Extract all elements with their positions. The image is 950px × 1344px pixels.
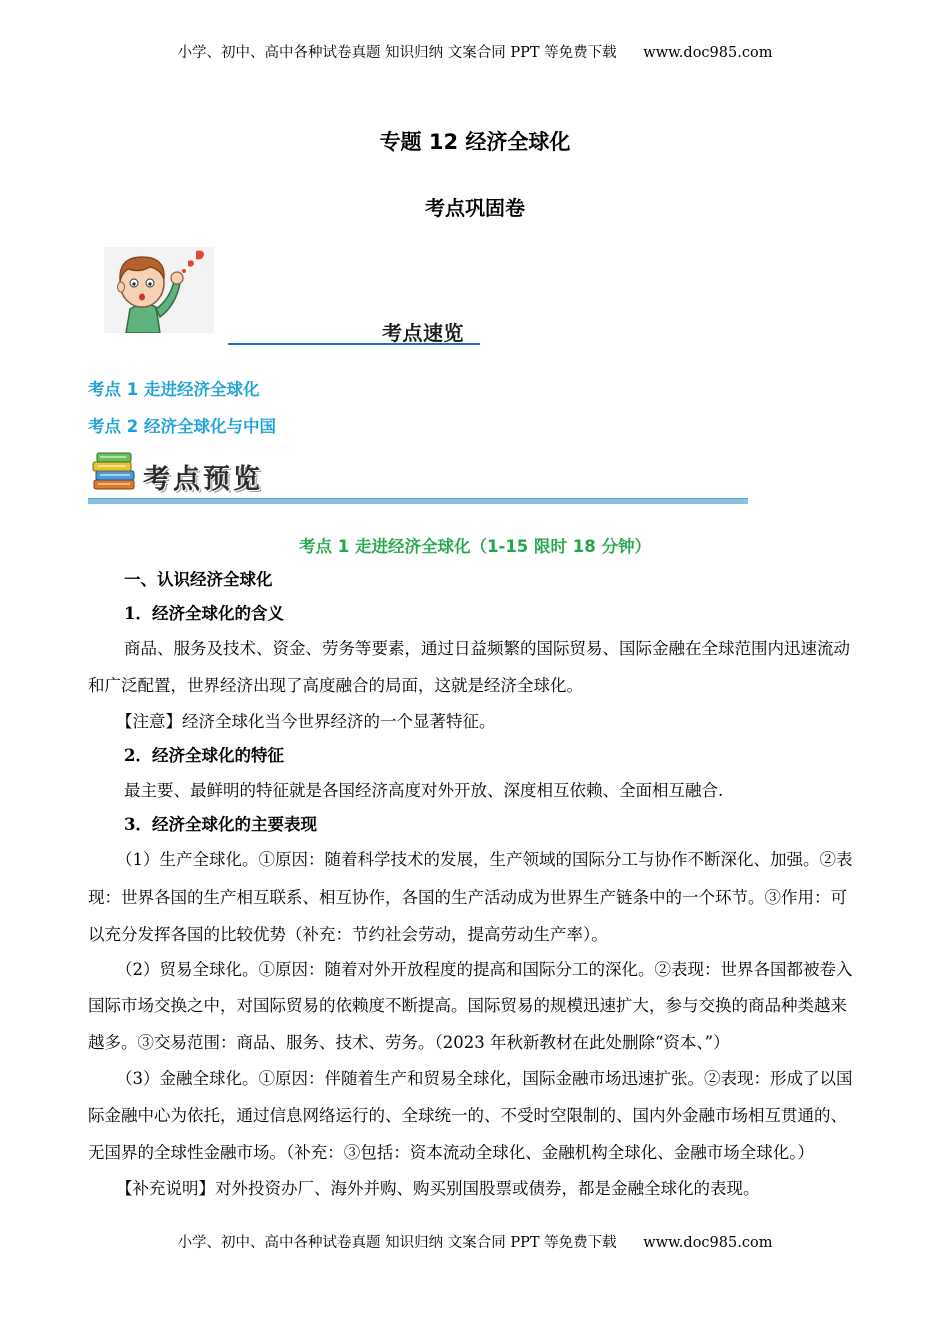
document-title: 专题 12 经济全球化 — [379, 130, 571, 154]
paragraph-line: 越多。③交易范围：商品、服务、技术、劳务。（2023 年秋新教材在此处删除“资本、”） — [88, 1033, 730, 1052]
page-header — [0, 41, 950, 62]
topic-1-link[interactable]: 考点 1 走进经济全球化 — [88, 380, 260, 399]
paragraph-line: 商品、服务及技术、资金、劳务等要素，通过日益频繁的国际贸易、国际金融在全球范围内迅速流动 — [124, 639, 850, 658]
paragraph-line: （3）金融全球化。①原因：伴随着生产和贸易全球化，国际金融市场迅速扩张。②表现：形成了以国 — [116, 1069, 853, 1088]
footer-promo-text: 小学、初中、高中各种试卷真题 知识归纳 文案合同 PPT 等免费下载 — [177, 1235, 617, 1251]
paragraph-line: 和广泛配置，世界经济出现了高度融合的局面，这就是经济全球化。 — [88, 676, 583, 695]
header-url: www.doc985.com — [643, 45, 773, 61]
paragraph-line: 现：世界各国的生产相互联系、相互协作，各国的生产活动成为世界生产链条中的一个环节。③作用：可 — [88, 888, 847, 907]
page-footer — [0, 1231, 950, 1252]
books-icon — [90, 448, 140, 492]
subheading-1: 1．经济全球化的含义 — [124, 604, 284, 623]
note-line: 【补充说明】对外投资办厂、海外并购、购买别国股票或债券，都是金融全球化的表现。 — [116, 1179, 760, 1198]
preview-banner-bar — [88, 498, 748, 504]
speed-view-heading: 考点速览 — [382, 321, 464, 345]
header-promo-text: 小学、初中、高中各种试卷真题 知识归纳 文案合同 PPT 等免费下载 — [177, 45, 617, 61]
paragraph-line: 国际市场交换之中，对国际贸易的依赖度不断提高。国际贸易的规模迅速扩大，参与交换的商品种类越来 — [88, 996, 847, 1015]
paragraph-line: 际金融中心为依托，通过信息网络运行的、全球统一的、不受时空限制的、国内外金融市场相互贯通的、 — [88, 1106, 847, 1125]
document-subtitle: 考点巩固卷 — [425, 196, 525, 220]
paragraph-line: （2）贸易全球化。①原因：随着对外开放程度的提高和国际分工的深化。②表现：世界各国都被卷入 — [116, 960, 853, 979]
paragraph-line: 无国界的全球性金融市场。（补充：③包括：资本流动全球化、金融机构全球化、金融市场全球化。） — [88, 1143, 814, 1162]
subheading-2: 2．经济全球化的特征 — [124, 746, 284, 765]
footer-url: www.doc985.com — [643, 1235, 773, 1251]
note-line: 【注意】经济全球化当今世界经济的一个显著特征。 — [116, 712, 496, 731]
part-heading: 一、认识经济全球化 — [124, 570, 273, 589]
subheading-3: 3．经济全球化的主要表现 — [124, 815, 317, 834]
thinking-boy-illustration — [104, 247, 214, 333]
paragraph-line: 以充分发挥各国的比较优势（补充：节约社会劳动，提高劳动生产率）。 — [88, 925, 608, 944]
preview-banner-heading: 考点预览 — [143, 464, 263, 495]
section-heading: 考点 1 走进经济全球化（1-15 限时 18 分钟） — [299, 537, 651, 556]
paragraph-line: 最主要、最鲜明的特征就是各国经济高度对外开放、深度相互依赖、全面相互融合. — [124, 781, 724, 800]
paragraph-line: （1）生产全球化。①原因：随着科学技术的发展，生产领域的国际分工与协作不断深化、加强。②表 — [116, 850, 853, 869]
topic-2-link[interactable]: 考点 2 经济全球化与中国 — [88, 417, 276, 436]
